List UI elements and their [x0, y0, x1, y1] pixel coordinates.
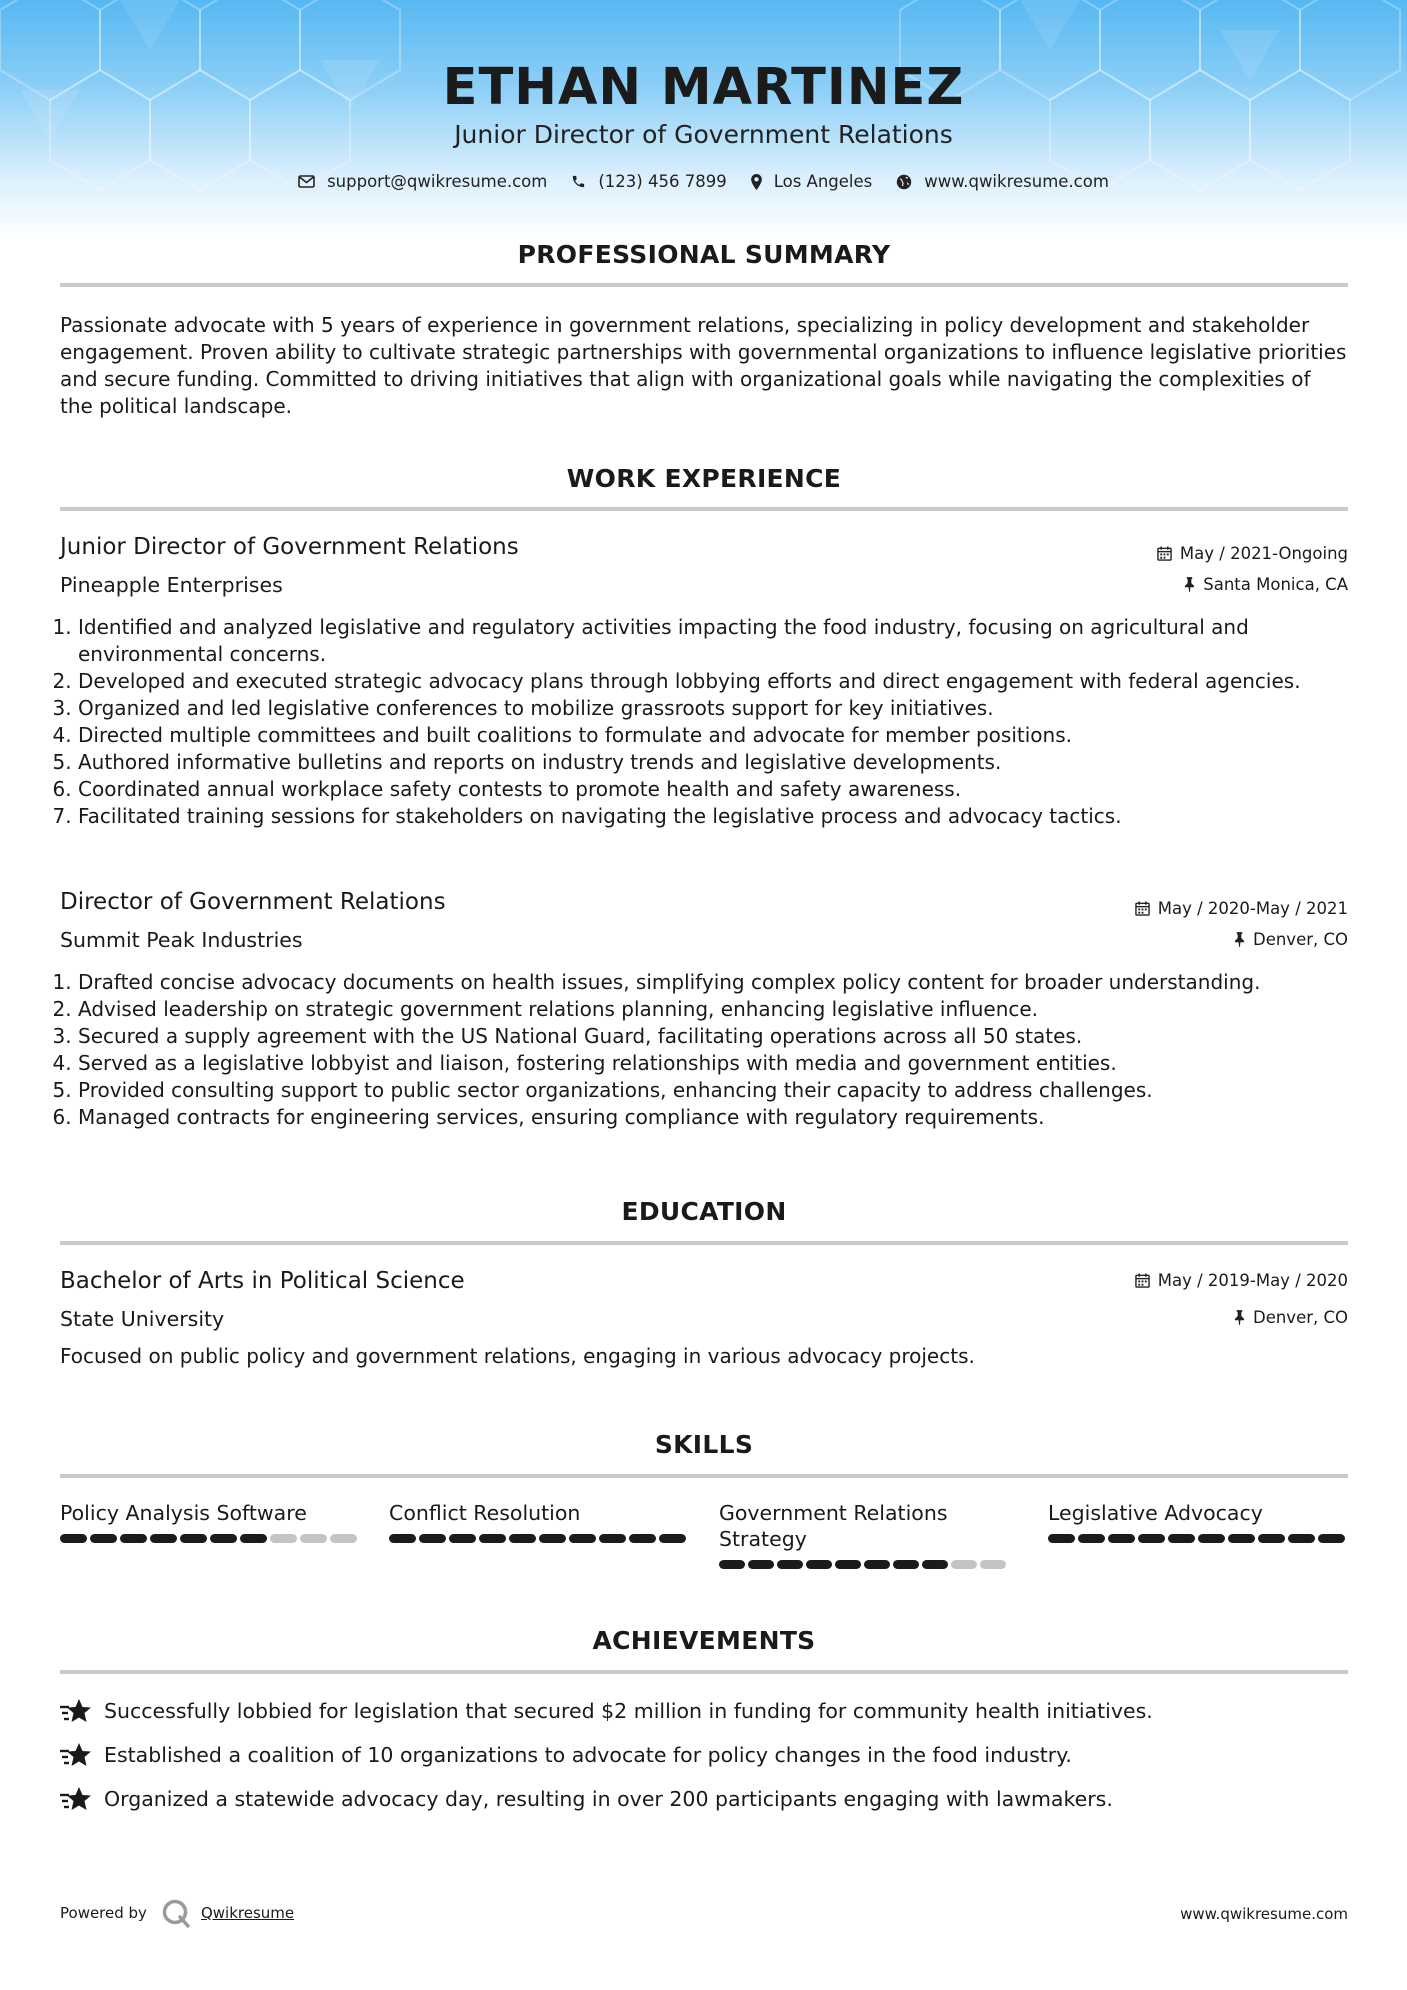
contact-email[interactable] — [298, 172, 547, 191]
skill-segment-empty — [270, 1534, 297, 1543]
contact-website[interactable] — [896, 172, 1109, 191]
skill-segment-filled — [509, 1534, 536, 1543]
job-location — [1184, 575, 1348, 594]
footer-website[interactable]: www.qwikresume.com — [1180, 1905, 1348, 1923]
skill-segment-filled — [1078, 1534, 1105, 1543]
skill-item — [60, 1500, 360, 1543]
achievement-item — [60, 1698, 1153, 1724]
skill-segment-filled — [599, 1534, 626, 1543]
skill-segment-filled — [835, 1560, 861, 1569]
skill-segment-filled — [748, 1560, 774, 1569]
skill-segment-filled — [479, 1534, 506, 1543]
skill-segment-filled — [1108, 1534, 1135, 1543]
pushpin-icon — [1184, 577, 1195, 592]
skill-segment-filled — [719, 1560, 745, 1569]
job-location-text: Denver, CO — [1252, 930, 1348, 949]
achievement-text: Successfully lobbied for legislation that secured $2 million in funding for community health initiatives. — [104, 1699, 1153, 1723]
footer-branding — [60, 1898, 294, 1928]
job-dates-text: May / 2021-Ongoing — [1179, 544, 1348, 563]
skill-segment-filled — [120, 1534, 147, 1543]
list-item: 1. Drafted concise advocacy documents on health issues, simplifying complex policy content for broader understanding. — [78, 969, 1378, 996]
list-item: 4. Directed multiple committees and built coalitions to formulate and advocate for member positions. — [78, 722, 1378, 749]
job-responsibilities — [60, 614, 1378, 830]
list-item: 1. Identified and analyzed legislative and regulatory activities impacting the food industry, focusing on agricultural and environmental concerns. — [78, 614, 1378, 668]
skill-segment-filled — [1138, 1534, 1165, 1543]
skill-segment-filled — [60, 1534, 87, 1543]
location-text: Los Angeles — [773, 172, 873, 191]
skill-segment-filled — [150, 1534, 177, 1543]
skill-segment-filled — [864, 1560, 890, 1569]
skill-segment-empty — [951, 1560, 977, 1569]
contact-bar — [0, 172, 1407, 191]
phone-icon — [571, 174, 586, 189]
contact-location — [751, 172, 873, 191]
achievements-heading: ACHIEVEMENTS — [592, 1626, 816, 1655]
skills-divider — [60, 1474, 1348, 1478]
envelope-icon — [298, 175, 315, 188]
pushpin-icon — [1234, 932, 1245, 947]
skill-segment-filled — [449, 1534, 476, 1543]
skill-segment-filled — [629, 1534, 656, 1543]
experience-heading: WORK EXPERIENCE — [566, 464, 842, 493]
qwikresume-logo-icon — [161, 1898, 191, 1928]
job-responsibilities — [60, 969, 1378, 1131]
skill-segment-empty — [300, 1534, 327, 1543]
job-location — [1234, 930, 1348, 949]
skill-segment-filled — [90, 1534, 117, 1543]
achievement-text: Organized a statewide advocacy day, resulting in over 200 participants engaging with lawmakers. — [104, 1787, 1113, 1811]
skill-level-bar — [719, 1560, 1009, 1569]
website-text: www.qwikresume.com — [924, 172, 1109, 191]
skill-segment-filled — [1258, 1534, 1285, 1543]
skill-level-bar — [389, 1534, 689, 1543]
job-dates — [1135, 899, 1348, 918]
list-item: 6. Coordinated annual workplace safety contests to promote health and safety awareness. — [78, 776, 1378, 803]
education-location — [1234, 1308, 1348, 1327]
job-title: Director of Government Relations — [60, 889, 446, 915]
phone-text: (123) 456 7899 — [598, 172, 727, 191]
company-name: Summit Peak Industries — [60, 928, 303, 952]
skill-segment-filled — [389, 1534, 416, 1543]
skill-segment-filled — [1288, 1534, 1315, 1543]
list-item: 5. Authored informative bulletins and reports on industry trends and legislative developments. — [78, 749, 1378, 776]
email-text: support@qwikresume.com — [327, 172, 548, 191]
map-pin-icon — [751, 174, 762, 190]
skill-segment-filled — [180, 1534, 207, 1543]
skill-level-bar — [60, 1534, 360, 1543]
education-location-text: Denver, CO — [1252, 1308, 1348, 1327]
job-title: Junior Director of Government Relations — [60, 534, 519, 560]
skill-item — [719, 1500, 1009, 1569]
education-heading: EDUCATION — [621, 1197, 787, 1226]
list-item: 5. Provided consulting support to public sector organizations, enhancing their capacity to address challenges. — [78, 1077, 1378, 1104]
job-dates — [1157, 544, 1348, 563]
skill-segment-filled — [240, 1534, 267, 1543]
job-location-text: Santa Monica, CA — [1203, 575, 1348, 594]
contact-phone[interactable] — [571, 172, 726, 191]
list-item: 3. Organized and led legislative conferences to mobilize grassroots support for key initiatives. — [78, 695, 1378, 722]
education-dates — [1135, 1271, 1348, 1290]
list-item: 2. Advised leadership on strategic government relations planning, enhancing legislative influence. — [78, 996, 1378, 1023]
list-item: 3. Secured a supply agreement with the US National Guard, facilitating operations across all 50 states. — [78, 1023, 1378, 1050]
skill-segment-filled — [1198, 1534, 1225, 1543]
achievement-item — [60, 1786, 1113, 1812]
skill-segment-filled — [1048, 1534, 1075, 1543]
achievement-item — [60, 1742, 1072, 1768]
globe-icon — [896, 174, 912, 190]
calendar-icon — [1135, 901, 1150, 916]
skill-segment-filled — [210, 1534, 237, 1543]
list-item: 7. Facilitated training sessions for stakeholders on navigating the legislative process and advocacy tactics. — [78, 803, 1378, 830]
skill-item — [1048, 1500, 1348, 1543]
skills-heading: SKILLS — [654, 1430, 754, 1459]
star-icon — [60, 1742, 92, 1768]
skill-item — [389, 1500, 689, 1543]
education-dates-text: May / 2019-May / 2020 — [1157, 1271, 1348, 1290]
skill-segment-filled — [806, 1560, 832, 1569]
education-description: Focused on public policy and government relations, engaging in various advocacy projects. — [60, 1344, 975, 1368]
summary-heading: PROFESSIONAL SUMMARY — [517, 240, 891, 269]
calendar-icon — [1157, 546, 1172, 561]
skill-name: Government Relations Strategy — [719, 1501, 948, 1551]
company-name: Pineapple Enterprises — [60, 573, 283, 597]
qwikresume-link[interactable]: Qwikresume — [200, 1904, 295, 1922]
candidate-title: Junior Director of Government Relations — [454, 120, 953, 149]
experience-divider — [60, 507, 1348, 511]
skill-segment-filled — [419, 1534, 446, 1543]
job-dates-text: May / 2020-May / 2021 — [1157, 899, 1348, 918]
achievement-text: Established a coalition of 10 organizations to advocate for policy changes in the food industry. — [104, 1743, 1072, 1767]
star-icon — [60, 1698, 92, 1724]
skill-name: Legislative Advocacy — [1048, 1501, 1263, 1525]
education-divider — [60, 1241, 1348, 1245]
summary-text: Passionate advocate with 5 years of experience in government relations, specializing in policy development and stakeholder engagement. Proven ability to cultivate strategic partnerships with governmental organizations to influence legislative priorities and secure funding. Committed to driving initiatives that align with organizational goals while navigating the complexities of the political landscape. — [60, 313, 1347, 418]
list-item: 2. Developed and executed strategic advocacy plans through lobbying efforts and direct engagement with federal agencies. — [78, 668, 1378, 695]
school-name: State University — [60, 1307, 225, 1331]
skill-segment-filled — [1228, 1534, 1255, 1543]
skill-name: Conflict Resolution — [389, 1501, 581, 1525]
list-item: 6. Managed contracts for engineering services, ensuring compliance with regulatory requirements. — [78, 1104, 1378, 1131]
skill-segment-filled — [893, 1560, 919, 1569]
candidate-name: ETHAN MARTINEZ — [442, 58, 965, 117]
skill-level-bar — [1048, 1534, 1348, 1543]
skill-segment-empty — [980, 1560, 1006, 1569]
skill-segment-filled — [569, 1534, 596, 1543]
skill-segment-filled — [1318, 1534, 1345, 1543]
summary-divider — [60, 283, 1348, 287]
achievements-divider — [60, 1670, 1348, 1674]
list-item: 4. Served as a legislative lobbyist and liaison, fostering relationships with media and government entities. — [78, 1050, 1378, 1077]
pushpin-icon — [1234, 1310, 1245, 1325]
skill-segment-filled — [539, 1534, 566, 1543]
calendar-icon — [1135, 1273, 1150, 1288]
star-icon — [60, 1786, 92, 1812]
skill-segment-filled — [777, 1560, 803, 1569]
degree-title: Bachelor of Arts in Political Science — [60, 1268, 465, 1294]
skill-segment-filled — [922, 1560, 948, 1569]
skill-name: Policy Analysis Software — [60, 1501, 307, 1525]
skill-segment-filled — [1168, 1534, 1195, 1543]
powered-by-label: Powered by — [60, 1904, 147, 1922]
skill-segment-empty — [330, 1534, 357, 1543]
skill-segment-filled — [659, 1534, 686, 1543]
